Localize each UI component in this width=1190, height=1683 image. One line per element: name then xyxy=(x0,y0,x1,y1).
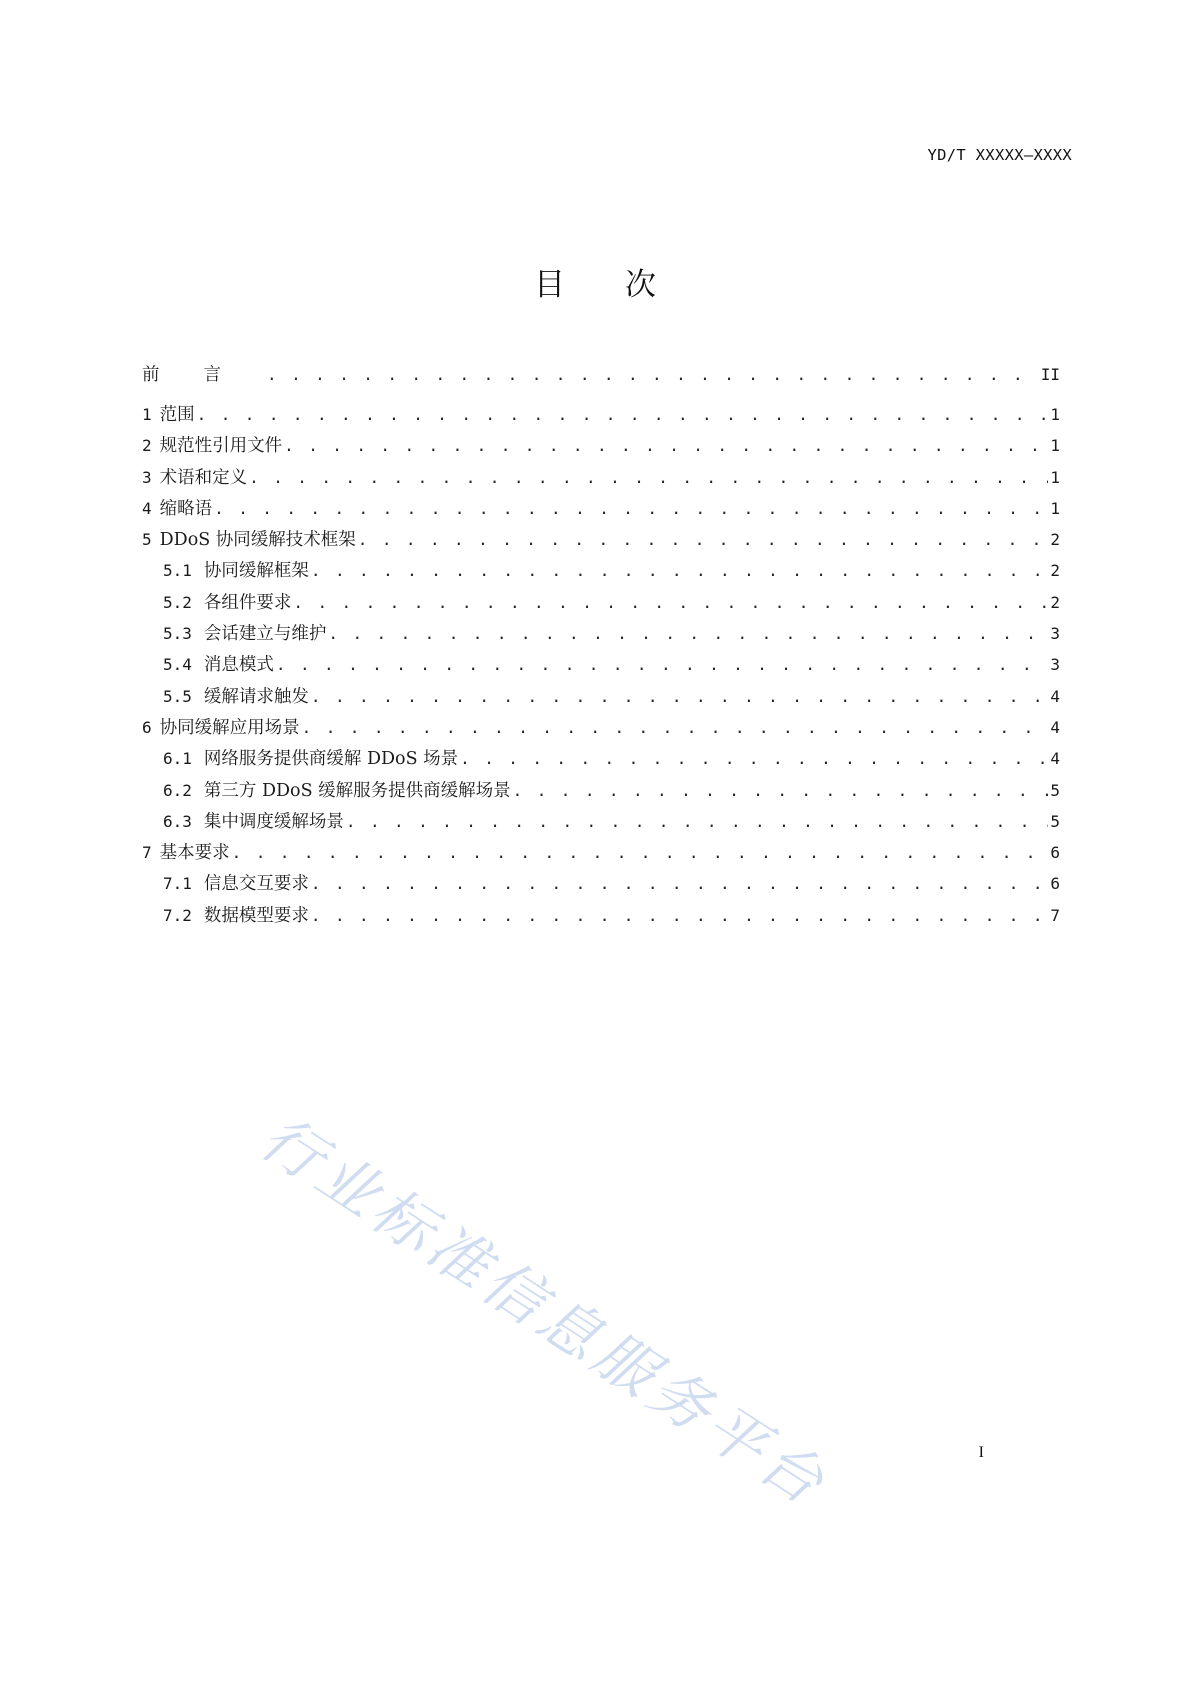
toc-entry-number: 5.2 xyxy=(163,592,192,612)
table-of-contents xyxy=(142,359,1060,931)
toc-page-number: 2 xyxy=(1050,592,1060,612)
toc-entry-label: 第三方 DDoS 缓解服务提供商缓解场景 xyxy=(203,780,511,801)
toc-entry-number: 1 xyxy=(142,405,152,424)
toc-dot-leader xyxy=(311,681,1048,712)
toc-dot-leader xyxy=(346,806,1048,837)
toc-dot-leader xyxy=(460,743,1048,774)
toc-dot-leader xyxy=(311,900,1048,931)
toc-dot-leader xyxy=(311,555,1048,586)
toc-entry-number: 5 xyxy=(142,530,152,550)
toc-dot-leader xyxy=(284,430,1048,461)
toc-entry-number: 6 xyxy=(142,717,152,737)
toc-dot-leader xyxy=(293,587,1048,618)
toc-entry-3[interactable] xyxy=(142,462,1060,493)
toc-entry-label: 会话建立与维护 xyxy=(203,624,327,645)
toc-entry-5-5[interactable] xyxy=(142,681,1060,712)
toc-entry-number: 4 xyxy=(142,498,152,518)
toc-entry-number: 6.1 xyxy=(163,749,192,769)
toc-dot-leader xyxy=(302,712,1048,743)
toc-entry-6-1[interactable] xyxy=(142,743,1060,774)
document-code: YD/T XXXXX—XXXX xyxy=(927,146,1072,164)
toc-entry-label: 消息模式 xyxy=(203,655,274,676)
toc-entry-label: 规范性引用文件 xyxy=(159,436,283,457)
toc-entry-label: 集中调度缓解场景 xyxy=(203,811,344,832)
toc-entry-6-3[interactable] xyxy=(142,806,1060,837)
toc-entry-number: 6.2 xyxy=(163,780,192,800)
toc-dot-leader xyxy=(276,649,1048,680)
toc-entry-label: 信息交互要求 xyxy=(203,874,309,895)
toc-page-number: 4 xyxy=(1050,749,1060,769)
toc-dot-leader xyxy=(267,359,1039,390)
toc-page-number: 7 xyxy=(1050,905,1060,925)
toc-entry-label: DDoS 协同缓解技术框架 xyxy=(159,530,356,551)
toc-entry-number: 2 xyxy=(142,436,152,456)
toc-entry-number: 6.3 xyxy=(163,811,192,831)
toc-entry-5-4[interactable] xyxy=(142,649,1060,680)
toc-entry-label: 前言 xyxy=(142,365,265,385)
toc-page-number: 5 xyxy=(1050,780,1060,800)
toc-page-number: II xyxy=(1040,365,1060,384)
toc-page-number: 4 xyxy=(1050,717,1060,737)
toc-entry-5[interactable] xyxy=(142,524,1060,555)
toc-entry-label: 协同缓解应用场景 xyxy=(159,717,300,738)
toc-entry-label: 数据模型要求 xyxy=(203,905,309,926)
toc-dot-leader xyxy=(358,524,1048,555)
toc-entry-number: 7.1 xyxy=(163,874,192,894)
toc-page-number: 5 xyxy=(1050,811,1060,831)
toc-entry-5-1[interactable] xyxy=(142,555,1060,586)
toc-entry-6-2[interactable] xyxy=(142,775,1060,806)
toc-page-number: 6 xyxy=(1050,843,1060,863)
toc-entry-number: 5.3 xyxy=(163,624,192,644)
toc-entry-number: 7 xyxy=(142,843,152,863)
toc-entry-foreword[interactable] xyxy=(142,359,1060,399)
toc-entry-label: 范围 xyxy=(159,405,195,425)
toc-entry-7[interactable] xyxy=(142,837,1060,868)
toc-dot-leader xyxy=(232,837,1048,868)
toc-entry-number: 7.2 xyxy=(163,905,192,925)
toc-entry-6[interactable] xyxy=(142,712,1060,743)
toc-page-number: 1 xyxy=(1050,405,1060,424)
toc-entry-label: 缓解请求触发 xyxy=(203,686,309,707)
page-number: I xyxy=(978,1444,984,1461)
toc-entry-2[interactable] xyxy=(142,430,1060,461)
toc-page-number: 6 xyxy=(1050,874,1060,894)
toc-dot-leader xyxy=(311,868,1048,899)
toc-page-number: 2 xyxy=(1050,561,1060,581)
toc-entry-1[interactable] xyxy=(142,399,1060,430)
toc-entry-5-2[interactable] xyxy=(142,587,1060,618)
toc-entry-number: 5.1 xyxy=(163,561,192,581)
toc-dot-leader xyxy=(197,399,1048,430)
toc-page-number: 1 xyxy=(1050,467,1060,487)
toc-entry-4[interactable] xyxy=(142,493,1060,524)
toc-page-number: 3 xyxy=(1050,655,1060,675)
toc-entry-number: 3 xyxy=(142,467,152,487)
toc-dot-leader xyxy=(328,618,1048,649)
toc-entry-5-3[interactable] xyxy=(142,618,1060,649)
toc-entry-label: 缩略语 xyxy=(159,498,213,519)
toc-entry-label: 术语和定义 xyxy=(159,467,248,488)
toc-entry-label: 协同缓解框架 xyxy=(203,561,309,582)
toc-dot-leader xyxy=(249,462,1048,493)
toc-entry-7-2[interactable] xyxy=(142,900,1060,931)
toc-dot-leader xyxy=(513,775,1048,806)
toc-entry-label: 各组件要求 xyxy=(203,592,292,613)
toc-page-number: 2 xyxy=(1050,530,1060,550)
toc-title: 目次 xyxy=(534,267,716,303)
toc-page-number: 4 xyxy=(1050,686,1060,706)
toc-dot-leader xyxy=(214,493,1048,524)
toc-entry-number: 5.4 xyxy=(163,655,192,675)
toc-entry-label: 基本要求 xyxy=(159,843,230,864)
toc-page-number: 3 xyxy=(1050,624,1060,644)
toc-entry-number: 5.5 xyxy=(163,686,192,706)
toc-page-number: 1 xyxy=(1050,498,1060,518)
toc-entry-label: 网络服务提供商缓解 DDoS 场景 xyxy=(203,749,459,770)
watermark: 行业标准信息服务平台 xyxy=(248,1102,840,1522)
toc-entry-7-1[interactable] xyxy=(142,868,1060,899)
toc-page-number: 1 xyxy=(1050,436,1060,456)
